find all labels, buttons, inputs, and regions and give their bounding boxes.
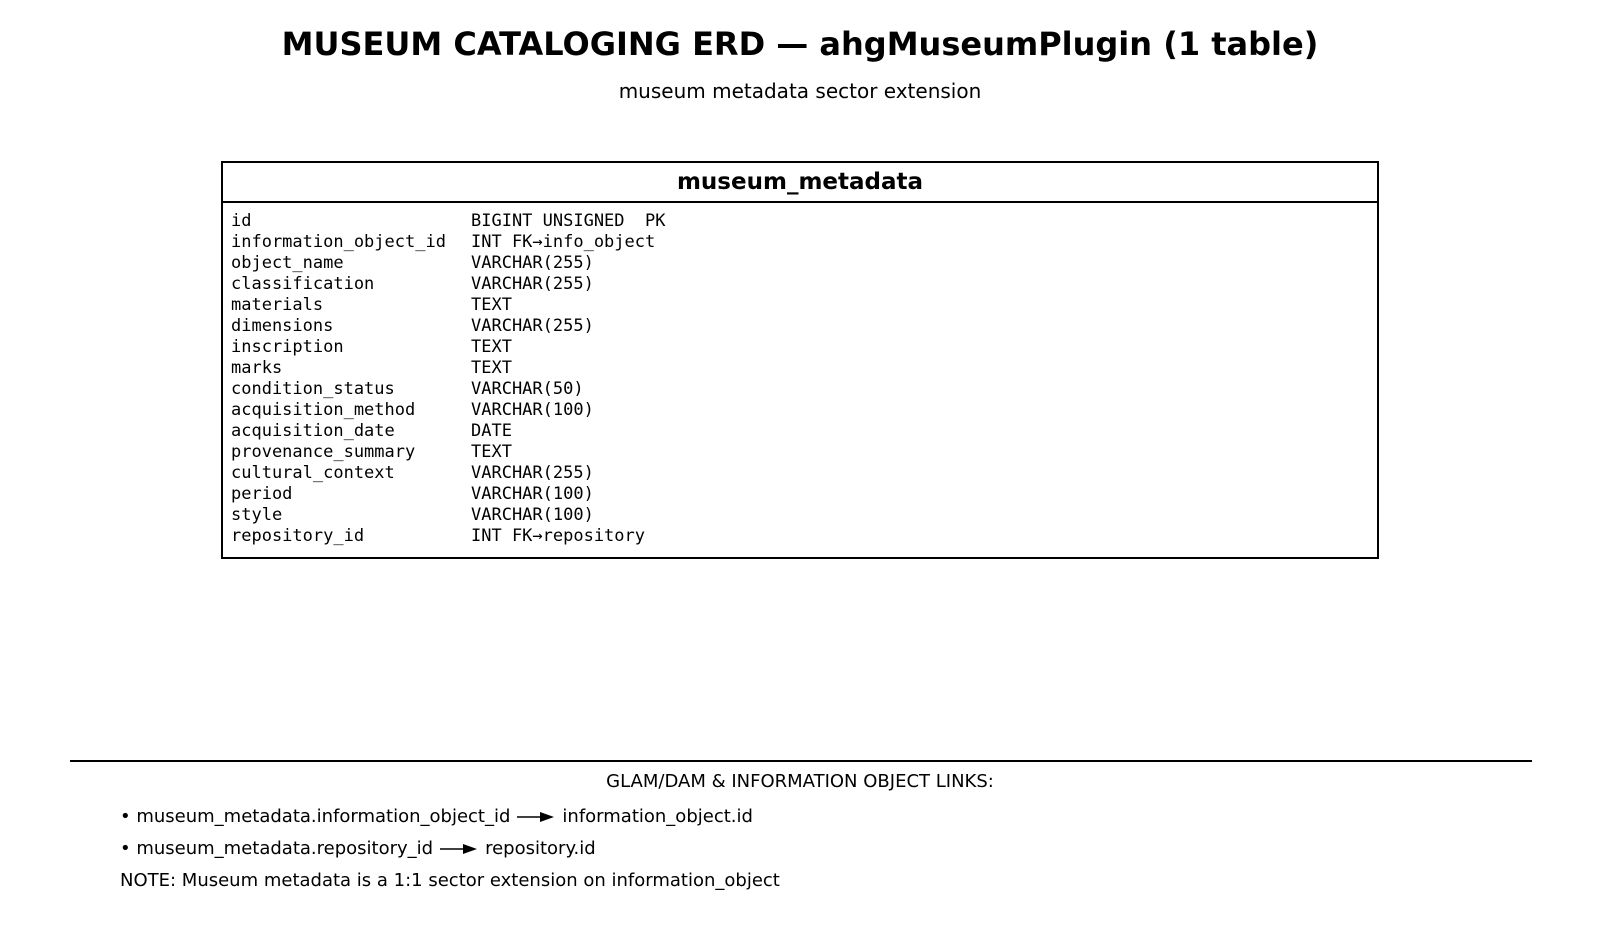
links-heading: GLAM/DAM & INFORMATION OBJECT LINKS: xyxy=(606,771,994,792)
entity-table-museum-metadata xyxy=(221,161,1379,559)
link-source: • museum_metadata.repository_id xyxy=(120,838,434,859)
field-type: VARCHAR(50) xyxy=(471,379,584,399)
link-item xyxy=(120,837,596,861)
field-name: id xyxy=(231,211,252,231)
entity-table-name: museum_metadata xyxy=(223,163,1377,203)
link-target: information_object.id xyxy=(562,806,753,827)
field-type: DATE xyxy=(471,421,512,441)
field-name: cultural_context xyxy=(231,463,395,483)
field-row xyxy=(231,316,1377,337)
field-name: object_name xyxy=(231,253,344,273)
field-name: provenance_summary xyxy=(231,442,416,462)
field-type: VARCHAR(255) xyxy=(471,316,594,336)
field-row xyxy=(231,337,1377,358)
field-name: style xyxy=(231,505,283,525)
field-name: acquisition_date xyxy=(231,421,395,441)
field-row xyxy=(231,505,1377,526)
field-name: acquisition_method xyxy=(231,400,416,420)
field-type: INT FK→info_object xyxy=(471,232,656,252)
field-type: TEXT xyxy=(471,337,512,357)
field-name: information_object_id xyxy=(231,232,446,252)
field-name: dimensions xyxy=(231,316,334,336)
field-name: repository_id xyxy=(231,526,365,546)
field-type: VARCHAR(255) xyxy=(471,463,594,483)
field-type: VARCHAR(100) xyxy=(471,505,594,525)
field-type: VARCHAR(100) xyxy=(471,484,594,504)
field-row xyxy=(231,442,1377,463)
field-name: marks xyxy=(231,358,283,378)
page-title: MUSEUM CATALOGING ERD — ahgMuseumPlugin (1 table) xyxy=(281,25,1319,63)
link-target: repository.id xyxy=(485,838,596,859)
field-row xyxy=(231,295,1377,316)
field-row xyxy=(231,274,1377,295)
field-row xyxy=(231,358,1377,379)
field-name: inscription xyxy=(231,337,344,357)
field-row xyxy=(231,211,1377,232)
field-type: VARCHAR(100) xyxy=(471,400,594,420)
link-source: • museum_metadata.information_object_id xyxy=(120,806,511,827)
field-row xyxy=(231,379,1377,400)
field-row xyxy=(231,484,1377,505)
right-arrow-icon xyxy=(516,811,556,823)
field-type: INT FK→repository xyxy=(471,526,645,546)
field-row xyxy=(231,526,1377,547)
link-item xyxy=(120,805,753,829)
right-arrow-icon xyxy=(439,843,479,855)
field-type: TEXT xyxy=(471,295,512,315)
field-type: TEXT xyxy=(471,358,512,378)
field-name: condition_status xyxy=(231,379,395,399)
field-row xyxy=(231,400,1377,421)
field-type: VARCHAR(255) xyxy=(471,274,594,294)
links-divider xyxy=(70,760,1532,762)
field-list xyxy=(223,203,1377,547)
field-row xyxy=(231,463,1377,484)
field-type: VARCHAR(255) xyxy=(471,253,594,273)
field-row xyxy=(231,253,1377,274)
field-row xyxy=(231,232,1377,253)
links-note: NOTE: Museum metadata is a 1:1 sector extension on information_object xyxy=(120,870,780,891)
field-name: period xyxy=(231,484,293,504)
field-name: classification xyxy=(231,274,375,294)
field-row xyxy=(231,421,1377,442)
field-type: TEXT xyxy=(471,442,512,462)
field-type: BIGINT UNSIGNED PK xyxy=(471,211,666,231)
field-name: materials xyxy=(231,295,324,315)
page-subtitle: museum metadata sector extension xyxy=(618,79,982,103)
